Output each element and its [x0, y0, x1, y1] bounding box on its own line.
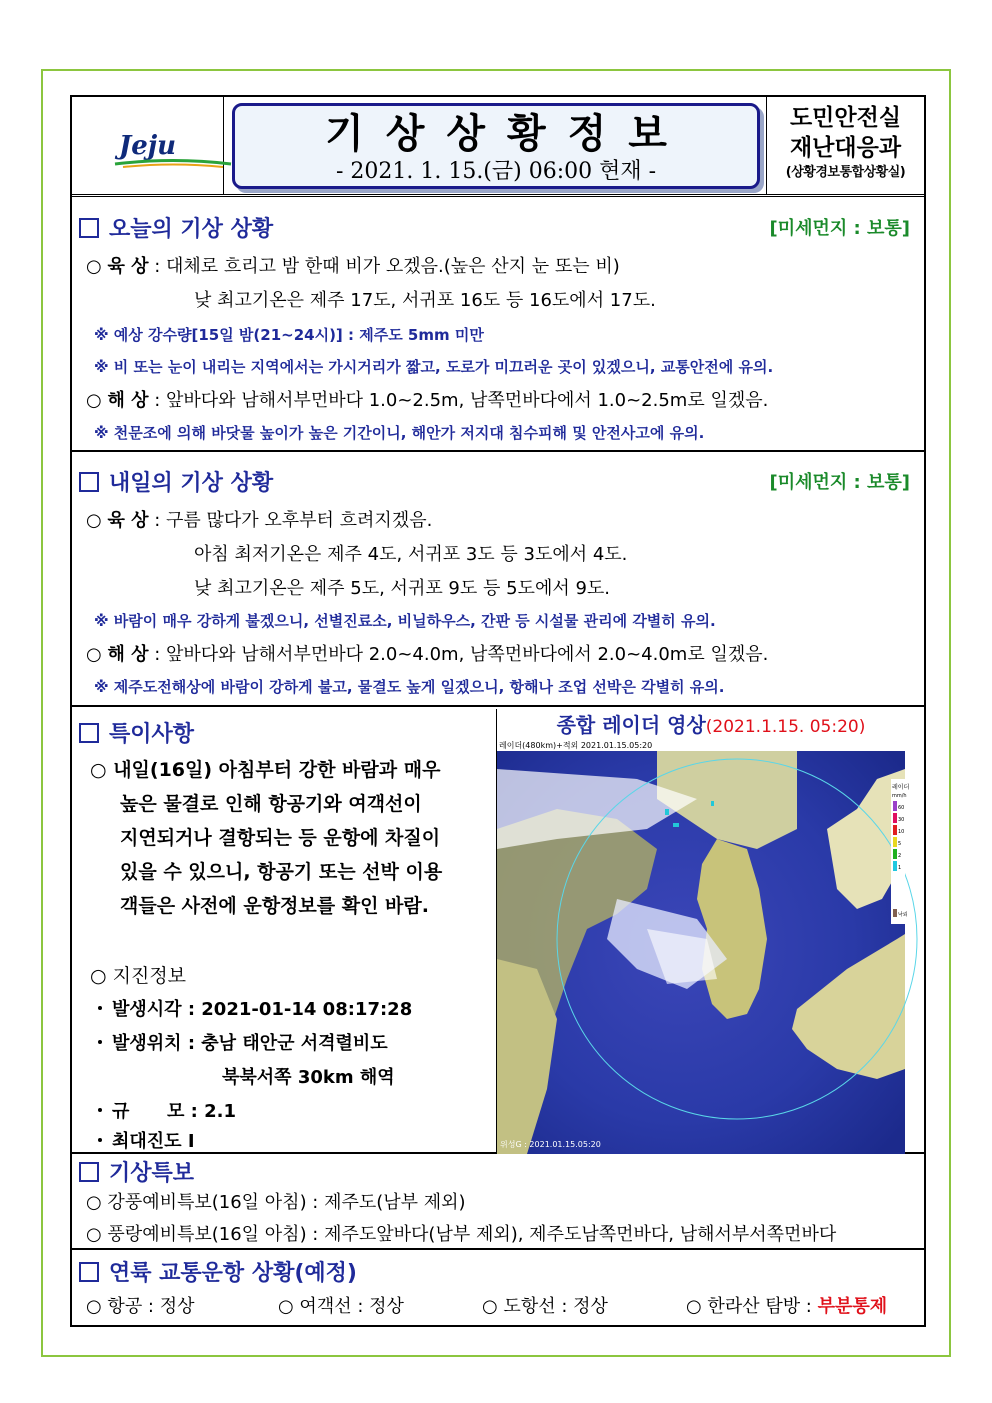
- quake-intensity-text: 최대진도 Ⅰ: [112, 1131, 195, 1152]
- logo-cell: [72, 97, 224, 194]
- logo-text: Jeju: [118, 130, 177, 161]
- tomorrow-sea-text: : 앞바다와 남해서부먼바다 2.0~4.0m, 남쪽먼바다에서 2.0~4.0m로 일겠음.: [154, 644, 769, 665]
- tomorrow-note-sea: ※ 제주도전해상에 바람이 강하게 불고, 물결도 높게 일겠으니, 항해나 조업 선박은 각별히 유의.: [94, 678, 725, 696]
- checkbox-icon: [79, 472, 99, 492]
- checkbox-icon: [79, 218, 99, 238]
- traffic-title: 연륙 교통운항 상황(예정): [109, 1261, 357, 1286]
- circle-bullet-icon: ○: [86, 644, 108, 665]
- tomorrow-heading: [79, 466, 273, 497]
- page-title: 기상상황정보: [325, 111, 689, 157]
- today-heading: [79, 212, 273, 243]
- traffic-heading: [79, 1256, 357, 1287]
- radar-panel: [496, 709, 924, 1154]
- legend-lightning: 낙뢰: [898, 912, 908, 918]
- today-land-line2: 낮 최고기온은 제주 17도, 서귀포 16도 등 16도에서 17도.: [194, 290, 656, 311]
- quake-location-text: 발생위치 : 충남 태안군 서격렬비도: [112, 1033, 388, 1054]
- warning-line2: ○ 풍랑예비특보(16일 아침) : 제주도앞바다(남부 제외), 제주도남쪽먼바다, 남해서부서쪽먼바다: [86, 1224, 837, 1245]
- bullet-dot-icon: [98, 1108, 102, 1112]
- quake-time: [98, 995, 412, 1021]
- hallasan-status: 부분통제: [817, 1296, 888, 1317]
- radar-time: (2021.1.15. 05:20): [705, 717, 866, 737]
- legend-value-60: 60: [898, 805, 905, 811]
- radar-title-text: 종합 레이더 영상: [556, 713, 706, 737]
- radar-satellite-image: [497, 739, 910, 1154]
- legend-value-10: 10: [898, 829, 905, 835]
- circle-bullet-icon: ○: [86, 390, 108, 411]
- special-para-line2: 높은 물결로 인해 항공기와 여객선이: [120, 793, 422, 815]
- special-para-line3: 지연되거나 결항되는 등 운항에 차질이: [120, 827, 441, 849]
- quake-location: [98, 1029, 388, 1055]
- legend-value-30: 30: [898, 817, 905, 823]
- quake-intensity: [98, 1127, 195, 1153]
- org-department: 도민안전실: [789, 105, 902, 131]
- special-heading: [79, 717, 194, 748]
- today-note-precip: ※ 예상 강수량[15일 밤(21~24시)] : 제주도 5mm 미만: [94, 326, 484, 344]
- legend-value-2: 2: [898, 853, 902, 859]
- today-note-traffic: ※ 비 또는 눈이 내리는 지역에서는 가시거리가 짧고, 도로가 미끄러운 곳이 있겠으니, 교통안전에 유의.: [94, 358, 774, 376]
- tomorrow-land-line2: 아침 최저기온은 제주 4도, 서귀포 3도 등 3도에서 4도.: [194, 544, 628, 565]
- title-banner: [232, 103, 760, 189]
- tomorrow-weather-section: [72, 454, 924, 707]
- today-fine-dust: [미세먼지 : 보통]: [769, 218, 910, 239]
- warnings-heading: [79, 1156, 194, 1187]
- traffic-island-ferry: ○ 도항선 : 정상: [482, 1296, 608, 1317]
- legend-value-1: 1: [898, 865, 902, 871]
- checkbox-icon: [79, 1162, 99, 1182]
- jeju-logo: [119, 131, 176, 161]
- special-para-line1: ○ 내일(16일) 아침부터 강한 바람과 매우: [90, 759, 441, 781]
- tomorrow-land-text1: : 구름 많다가 오후부터 흐려지겠음.: [154, 510, 433, 531]
- tomorrow-land-label: 육 상: [107, 510, 149, 531]
- report-sheet: [70, 95, 926, 1327]
- traffic-section: [72, 1252, 924, 1327]
- today-land-text1: : 대체로 흐리고 밤 한때 비가 오겠음.(높은 산지 눈 또는 비): [154, 256, 620, 277]
- bullet-dot-icon: [98, 1040, 102, 1044]
- tomorrow-title: 내일의 기상 상황: [109, 471, 274, 496]
- special-para-line4: 있을 수 있으니, 항공기 또는 선박 이용: [120, 861, 443, 883]
- quake-title: ○ 지진정보: [90, 965, 187, 987]
- traffic-hallasan: [686, 1292, 887, 1318]
- radar-image-footer: 위성G : 2021.01.15.05:20: [500, 1140, 601, 1149]
- today-weather-section: [72, 200, 924, 452]
- radar-image-header: 레이더(480km)+적외 2021.01.15.05:20: [499, 741, 653, 750]
- traffic-air: ○ 항공 : 정상: [86, 1296, 195, 1317]
- circle-bullet-icon: ○: [86, 256, 108, 277]
- special-para-line5: 객들은 사전에 운항정보를 확인 바람.: [120, 895, 429, 917]
- tomorrow-land-line3: 낮 최고기온은 제주 5도, 서귀포 9도 등 5도에서 9도.: [194, 578, 611, 599]
- report-datetime: - 2021. 1. 15.(금) 06:00 현재 -: [335, 159, 657, 184]
- tomorrow-note-wind: ※ 바람이 매우 강하게 불겠으니, 선별진료소, 비닐하우스, 간판 등 시설물 관리에 각별히 유의.: [94, 612, 716, 630]
- today-sea-text: : 앞바다와 남해서부먼바다 1.0~2.5m, 남쪽먼바다에서 1.0~2.5m로 일겠음.: [154, 390, 769, 411]
- circle-bullet-icon: ○: [86, 510, 108, 531]
- today-land-label: 육 상: [107, 256, 149, 277]
- traffic-ferry: ○ 여객선 : 정상: [278, 1296, 404, 1317]
- quake-time-text: 발생시각 : 2021-01-14 08:17:28: [112, 999, 413, 1020]
- today-title: 오늘의 기상 상황: [109, 217, 274, 242]
- warning-line1: ○ 강풍예비특보(16일 아침) : 제주도(남부 제외): [86, 1192, 466, 1213]
- checkbox-icon: [79, 723, 99, 743]
- today-sea-label: 해 상: [107, 390, 149, 411]
- bullet-dot-icon: [98, 1138, 102, 1142]
- legend-unit: mm/h: [892, 793, 907, 799]
- quake-magnitude-text: 규 모 : 2.1: [112, 1101, 236, 1122]
- today-sea-line: [86, 386, 768, 412]
- legend-value-5: 5: [898, 841, 902, 847]
- tomorrow-sea-label: 해 상: [107, 644, 149, 665]
- today-land-line1: [86, 252, 620, 278]
- special-section: [72, 709, 924, 1154]
- warnings-section: [72, 1156, 924, 1250]
- org-division: 재난대응과: [789, 135, 902, 161]
- report-header: [72, 97, 924, 197]
- organization-block: [766, 97, 924, 194]
- today-note-tide: ※ 천문조에 의해 바닷물 높이가 높은 기간이니, 해안가 저지대 침수피해 및 안전사고에 유의.: [94, 424, 705, 442]
- warnings-title: 기상특보: [109, 1161, 195, 1186]
- hallasan-label: ○ 한라산 탐방 :: [686, 1296, 818, 1317]
- tomorrow-sea-line: [86, 640, 768, 666]
- logo-swoosh-icon: [113, 159, 233, 169]
- radar-title: [497, 709, 925, 739]
- bullet-dot-icon: [98, 1006, 102, 1010]
- tomorrow-fine-dust: [미세먼지 : 보통]: [769, 472, 910, 493]
- org-office: (상황경보통합상황실): [785, 165, 906, 180]
- tomorrow-land-line1: [86, 506, 432, 532]
- special-title: 특이사항: [109, 722, 195, 747]
- quake-location-detail: 북북서쪽 30km 해역: [222, 1067, 395, 1088]
- quake-magnitude: [98, 1097, 236, 1123]
- legend-title: 레이더: [892, 784, 910, 791]
- checkbox-icon: [79, 1262, 99, 1282]
